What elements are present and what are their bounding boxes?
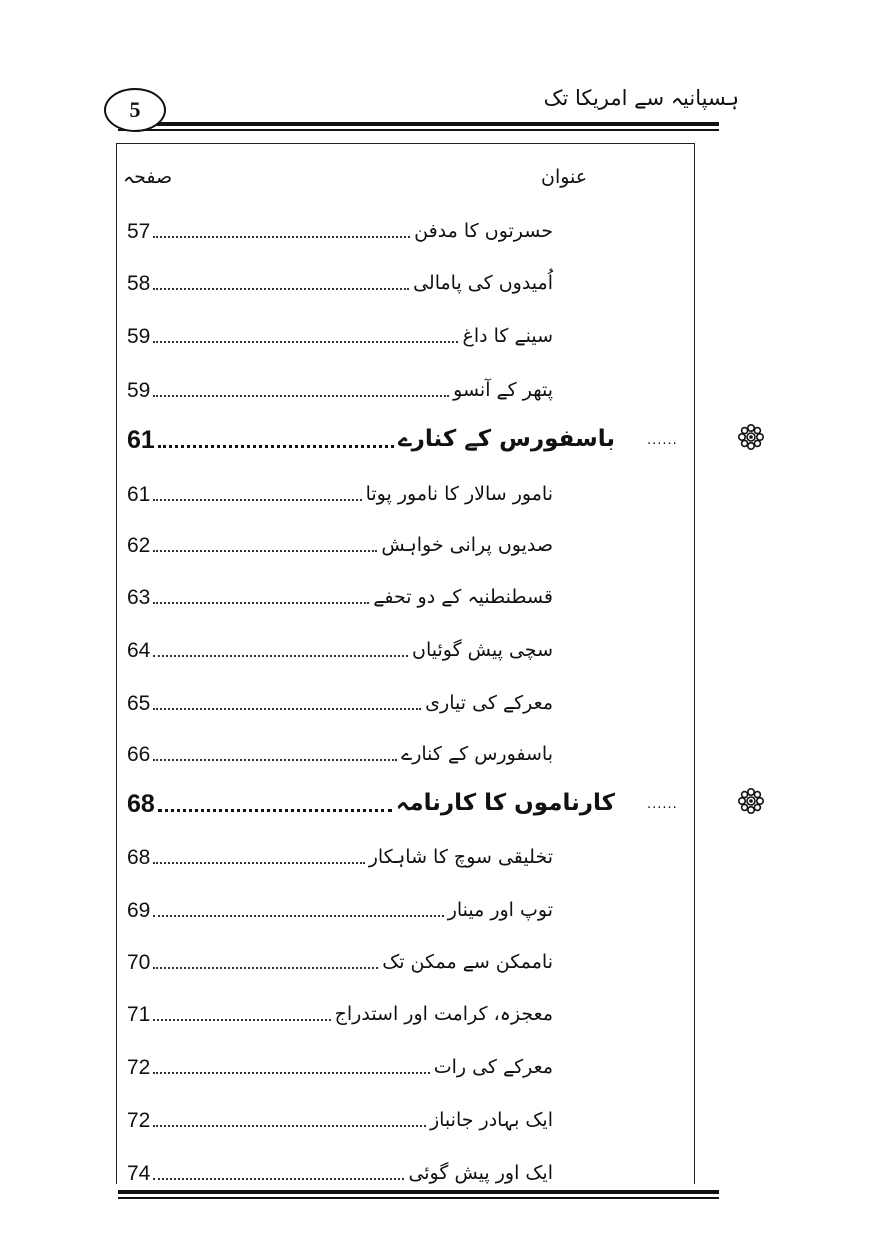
toc-title: باسفورس کے کنارے (398, 426, 615, 452)
column-header-page: صفحہ (123, 166, 173, 188)
toc-row (117, 885, 694, 925)
toc-page-number: 68 (127, 790, 155, 818)
toc-box (116, 143, 695, 1184)
toc-row (117, 1148, 694, 1188)
toc-title: معرکے کی رات (433, 1056, 553, 1078)
toc-title: نامور سالار کا نامور پوتا (365, 483, 553, 505)
toc-page-number: 61 (127, 426, 155, 454)
toc-row (117, 469, 694, 509)
toc-chapter-row (117, 780, 694, 820)
toc-leader-dots (153, 655, 408, 657)
toc-page-number: 69 (127, 899, 151, 922)
toc-title: ایک بہادر جانباز (429, 1109, 553, 1131)
toc-leader-dots (153, 1178, 404, 1180)
toc-leader-dots (153, 236, 410, 238)
toc-page-number: 71 (127, 1003, 151, 1026)
toc-row (117, 1095, 694, 1135)
toc-page-number: 70 (127, 951, 151, 974)
toc-title: توپ اور مینار (447, 899, 553, 921)
toc-title: حسرتوں کا مدفن (414, 220, 553, 242)
toc-title: ایک اور پیش گوئی (408, 1162, 553, 1184)
toc-row (117, 311, 694, 351)
toc-page-number: 64 (127, 639, 151, 662)
toc-page-number: 74 (127, 1162, 151, 1185)
toc-page-number: 59 (127, 325, 151, 348)
toc-row (117, 937, 694, 977)
toc-title: تخلیقی سوچ کا شاہکار (368, 846, 553, 868)
footer-rule-thick (118, 1190, 719, 1194)
toc-leader-dots (158, 809, 392, 812)
toc-chapter-row (117, 416, 694, 456)
toc-leader-dots (153, 708, 421, 710)
toc-title: سچی پیش گوئیاں (412, 639, 553, 661)
toc-title: کارناموں کا کارنامہ (395, 790, 615, 816)
toc-row (117, 832, 694, 872)
toc-title: قسطنطنیہ کے دو تحفے (373, 586, 553, 608)
toc-row (117, 206, 694, 246)
toc-row (117, 1042, 694, 1082)
toc-leader-dots (153, 967, 378, 969)
toc-leader-dots (153, 499, 361, 501)
toc-page-number: 65 (127, 692, 151, 715)
toc-page-number: 61 (127, 483, 151, 506)
chapter-ornament-dots: ...... (647, 796, 678, 812)
page-number-badge (104, 88, 166, 132)
toc-row (117, 989, 694, 1029)
toc-page-number: 57 (127, 220, 151, 243)
toc-leader-dots (153, 602, 369, 604)
toc-page-number: 63 (127, 586, 151, 609)
toc-title: باسفورس کے کنارے (401, 743, 553, 765)
toc-leader-dots (153, 862, 364, 864)
toc-page-number: 58 (127, 272, 151, 295)
toc-leader-dots (158, 445, 394, 448)
toc-leader-dots (153, 759, 397, 761)
header-rule-thin (118, 129, 719, 131)
toc-leader-dots (153, 288, 409, 290)
toc-page-number: 59 (127, 379, 151, 402)
toc-title: سینے کا داغ (462, 325, 553, 347)
toc-page-number: 68 (127, 846, 151, 869)
toc-row (117, 258, 694, 298)
toc-page-number: 62 (127, 534, 151, 557)
toc-title: معجزہ، کرامت اور استدراج (334, 1003, 553, 1025)
toc-title: صدیوں پرانی خواہش (381, 534, 553, 556)
column-header-title: عنوان (541, 166, 588, 188)
toc-title: معرکے کی تیاری (425, 692, 553, 714)
page-number: 5 (129, 97, 141, 122)
toc-leader-dots (153, 395, 449, 397)
chapter-ornament (647, 789, 683, 819)
running-title: ہسپانیہ سے امریکا تک (543, 86, 739, 110)
toc-leader-dots (153, 1019, 330, 1021)
header-rule-thick (118, 122, 719, 126)
toc-title: ناممکن سے ممکن تک (382, 951, 553, 973)
footer-rule-thin (118, 1197, 719, 1199)
toc-row (117, 625, 694, 665)
toc-leader-dots (153, 550, 377, 552)
toc-page-number: 66 (127, 743, 151, 766)
flower-ornament-icon (737, 423, 765, 451)
toc-row (117, 365, 694, 405)
chapter-ornament-dots: ...... (647, 432, 678, 448)
chapter-ornament (647, 425, 683, 455)
flower-ornament-icon (737, 787, 765, 815)
toc-page-number: 72 (127, 1109, 151, 1132)
toc-row (117, 520, 694, 560)
toc-leader-dots (153, 341, 458, 343)
toc-row (117, 729, 694, 769)
toc-title: اُمیدوں کی پامالی (413, 272, 553, 294)
toc-leader-dots (153, 1125, 426, 1127)
toc-title: پتھر کے آنسو (453, 379, 553, 401)
toc-row (117, 678, 694, 718)
toc-row (117, 572, 694, 612)
toc-leader-dots (153, 915, 443, 917)
toc-leader-dots (153, 1072, 429, 1074)
toc-page-number: 72 (127, 1056, 151, 1079)
